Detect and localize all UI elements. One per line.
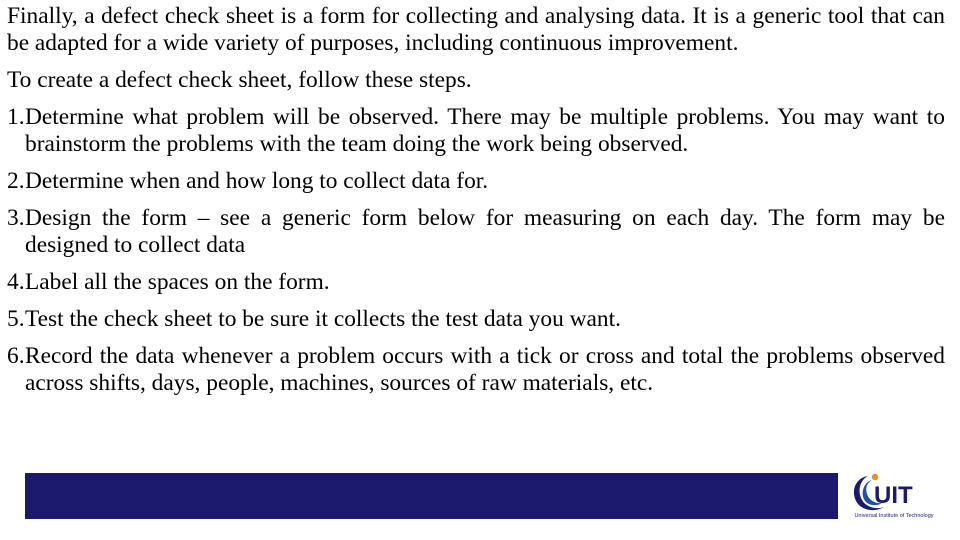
step-text: Determine when and how long to collect data for. xyxy=(25,168,489,194)
step-number: 6. xyxy=(7,343,25,369)
step-item xyxy=(7,269,945,296)
footer-bar xyxy=(25,473,838,519)
step-number: 5. xyxy=(7,306,25,332)
step-item xyxy=(7,168,945,195)
logo-tagline: Universal Institute of Technology xyxy=(854,513,934,519)
step-item xyxy=(7,306,945,333)
uit-logo-mark xyxy=(848,470,940,514)
steps-list xyxy=(7,104,945,397)
step-item xyxy=(7,205,945,259)
step-number: 3. xyxy=(7,205,25,231)
step-item xyxy=(7,104,945,158)
step-number: 4. xyxy=(7,269,25,295)
step-number: 1. xyxy=(7,104,25,130)
step-item xyxy=(7,343,945,397)
slide-content xyxy=(7,3,945,407)
step-text: Test the check sheet to be sure it collects the test data you want. xyxy=(25,306,621,332)
lead-paragraph: To create a defect check sheet, follow these steps. xyxy=(7,67,472,93)
step-number: 2. xyxy=(7,168,25,194)
step-text: Design the form – see a generic form below for measuring on each day. The form may be designed to collect data xyxy=(25,205,945,258)
uit-logo xyxy=(848,470,940,524)
intro-paragraph: Finally, a defect check sheet is a form for collecting and analysing data. It is a generic tool that can be adapted for a wide variety of purposes, including continuous improvement. xyxy=(7,3,945,56)
logo-text: UIT xyxy=(874,482,913,509)
step-text: Record the data whenever a problem occurs with a tick or cross and total the problems observed across shifts, days, people, machines, sources of raw materials, etc. xyxy=(25,343,945,396)
step-text: Label all the spaces on the form. xyxy=(25,269,330,295)
step-text: Determine what problem will be observed. There may be multiple problems. You may want to brainstorm the problems with the team doing the work being observed. xyxy=(25,104,945,157)
